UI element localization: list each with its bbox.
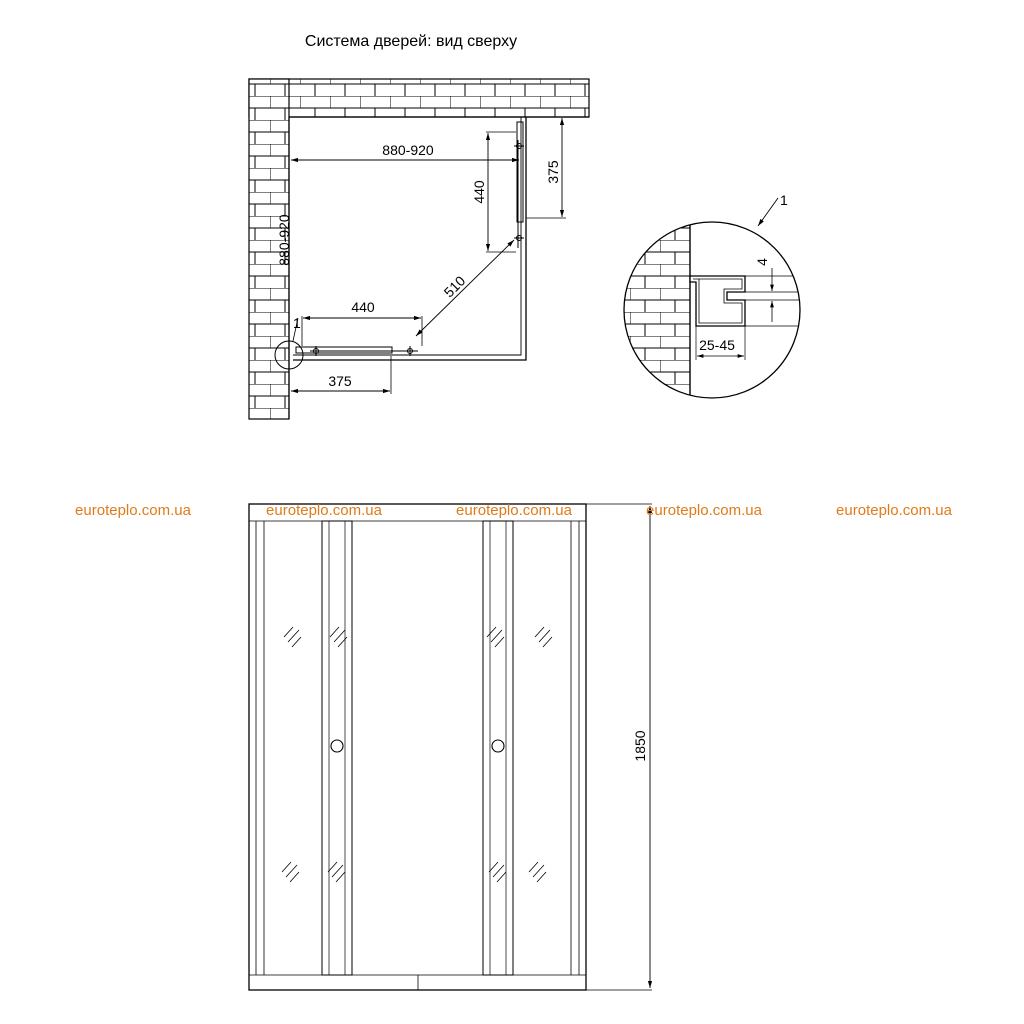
- door-right-handle: [492, 740, 504, 752]
- door-right: [483, 521, 513, 975]
- front-frame: [249, 504, 586, 990]
- dim-diagonal-line: [416, 240, 514, 336]
- dim-diagonal-label: 510: [440, 272, 469, 301]
- dim-depth-label: 880-920: [276, 214, 292, 266]
- dim-door-right-label: 440: [471, 180, 487, 204]
- dim-height-label: 1850: [632, 730, 648, 762]
- top-view: [249, 79, 589, 419]
- dim-door-bottom-label: 440: [351, 299, 375, 315]
- watermark-1: euroteplo.com.ua: [75, 502, 191, 519]
- watermarks: [75, 502, 953, 519]
- detail-view: [620, 192, 800, 410]
- watermark-5: euroteplo.com.ua: [836, 502, 952, 519]
- diagram-title: Система дверей: вид сверху: [304, 33, 518, 50]
- dim-fixed-bottom-label: 375: [328, 373, 352, 389]
- dim-gap-label: 4: [754, 258, 770, 266]
- dim-width-label: 880-920: [382, 142, 434, 158]
- front-view: [249, 504, 652, 990]
- watermark-2: euroteplo.com.ua: [266, 502, 382, 519]
- wall-top: [249, 79, 589, 117]
- watermark-4: euroteplo.com.ua: [646, 502, 762, 519]
- detail-callout-label: 1: [293, 315, 301, 331]
- detail-view-callout: 1: [780, 192, 788, 208]
- dim-fixed-right-label: 375: [545, 160, 561, 184]
- door-left-handle: [331, 740, 343, 752]
- fixed-panel-bottom: [296, 347, 392, 353]
- wall-profile: [690, 276, 745, 326]
- roller-right-bottom: [514, 236, 524, 241]
- door-left: [322, 521, 352, 975]
- dim-profile-label: 25-45: [699, 337, 735, 353]
- watermark-3: euroteplo.com.ua: [456, 502, 572, 519]
